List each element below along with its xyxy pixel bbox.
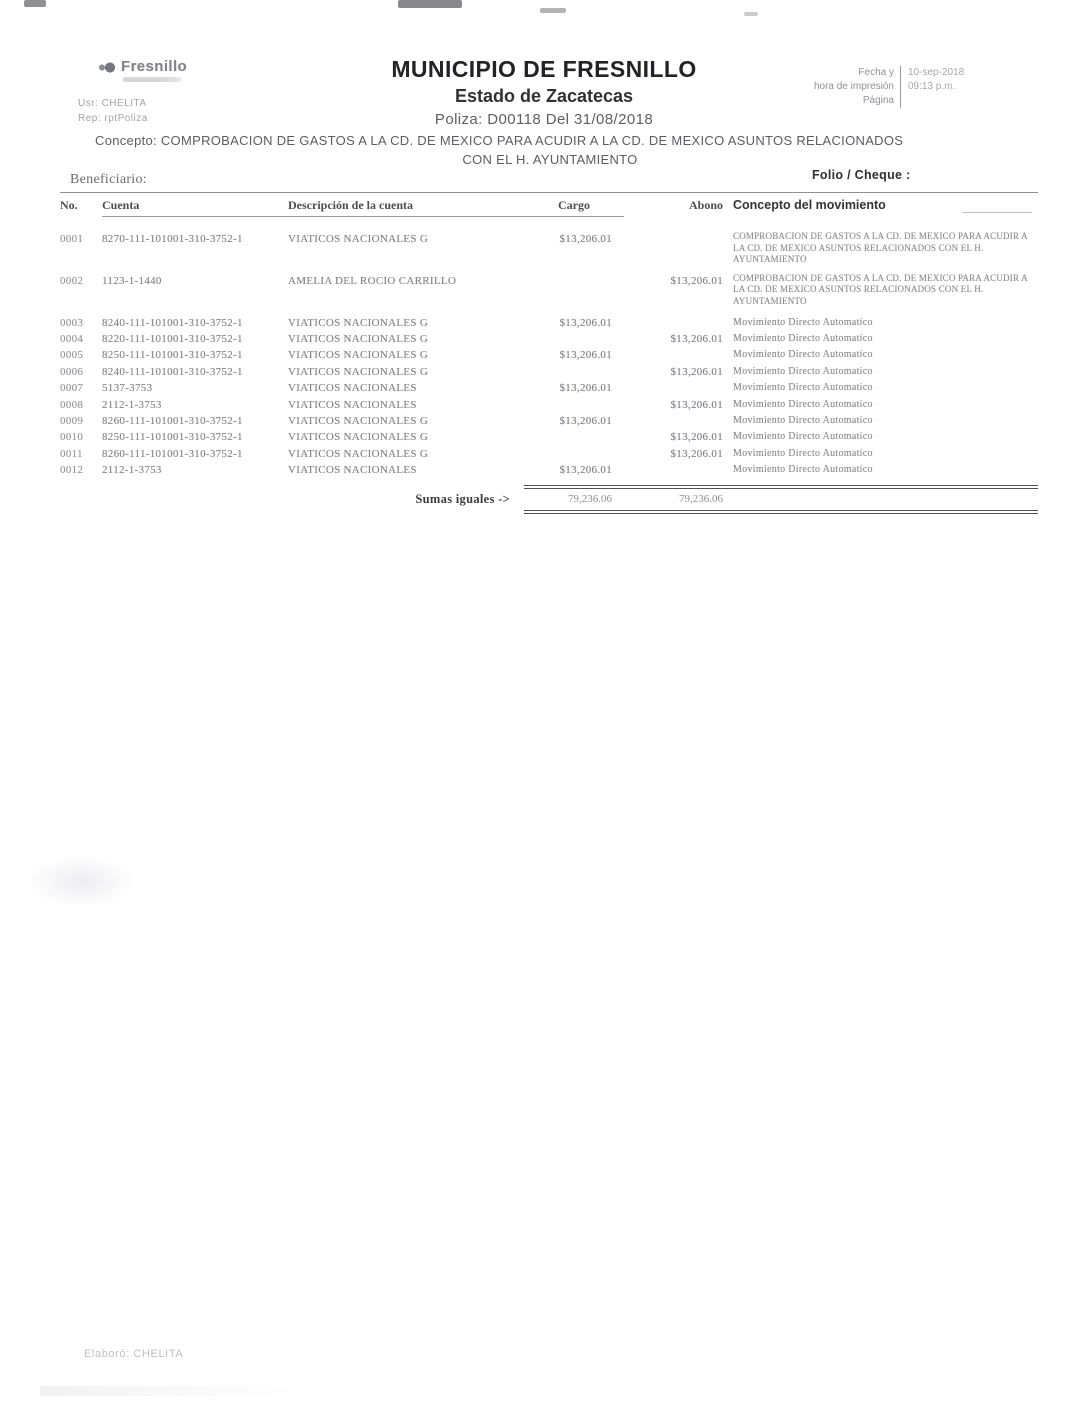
col-header-descripcion: Descripción de la cuenta <box>288 198 524 217</box>
table-row <box>60 331 1038 347</box>
concepto-block <box>95 132 1005 168</box>
cell-concepto-movimiento: Movimiento Directo Automatico <box>733 447 873 459</box>
cell-cargo <box>524 273 624 308</box>
cell-cargo: $13,206.01 <box>559 316 612 329</box>
cell-descripcion: VIATICOS NACIONALES <box>288 398 417 411</box>
print-info-values <box>900 66 970 108</box>
cell-abono <box>624 347 727 363</box>
cell-concepto-movimiento: Movimiento Directo Automatico <box>733 365 873 377</box>
report-line: Rep: rptPoliza <box>78 113 148 124</box>
cell-concepto-movimiento: Movimiento Directo Automatico <box>733 316 873 328</box>
cell-no: 0002 <box>60 274 84 287</box>
concepto-line1: Concepto: COMPROBACION DE GASTOS A LA CD. DE MEXICO PARA ACUDIR A LA CD. DE MEXICO ASUNTOS RELACIONADOS <box>95 133 904 148</box>
cell-abono <box>624 231 727 266</box>
total-cargo: 79,236.06 <box>568 492 612 505</box>
scan-artifact <box>24 0 46 7</box>
scan-artifact <box>540 8 566 13</box>
cell-descripcion: VIATICOS NACIONALES G <box>288 365 429 378</box>
cell-concepto-movimiento: Movimiento Directo Automatico <box>733 431 873 443</box>
cell-abono <box>624 413 727 429</box>
cell-cuenta: 8240-111-101001-310-3752-1 <box>102 365 243 378</box>
page-subtitle: Estado de Zacatecas <box>454 86 634 106</box>
poliza-line: Poliza: D00118 Del 31/08/2018 <box>434 111 654 128</box>
scan-smudge <box>26 856 136 908</box>
col-header-concepto-label: Concepto del movimiento <box>733 198 886 212</box>
table-row <box>60 462 1038 478</box>
table-row <box>60 273 1038 308</box>
table-row <box>60 364 1038 380</box>
cell-abono <box>624 315 727 331</box>
col-header-cargo: Cargo <box>524 198 624 217</box>
cell-descripcion: VIATICOS NACIONALES <box>288 464 417 477</box>
cell-concepto-movimiento: Movimiento Directo Automatico <box>733 332 873 344</box>
cell-abono: $13,206.01 <box>670 447 723 460</box>
col-header-cuenta: Cuenta <box>102 198 288 217</box>
fecha-label: Fecha y <box>858 67 894 78</box>
cell-cuenta: 8240-111-101001-310-3752-1 <box>102 316 243 329</box>
cell-no: 0001 <box>60 233 84 245</box>
cell-no: 0003 <box>60 316 84 329</box>
poliza-table <box>60 192 1038 514</box>
scan-artifact <box>744 12 758 16</box>
cell-concepto-movimiento: Movimiento Directo Automatico <box>733 349 873 361</box>
cell-abono: $13,206.01 <box>670 398 723 411</box>
table-row <box>60 446 1038 462</box>
folio-cheque-label: Folio / Cheque : <box>812 168 911 182</box>
cell-no: 0007 <box>60 382 84 395</box>
cell-cargo: $13,206.01 <box>559 382 612 395</box>
cell-cargo <box>524 364 624 380</box>
cell-no: 0008 <box>60 398 84 411</box>
cell-cuenta: 2112-1-3753 <box>102 464 162 477</box>
table-row <box>60 413 1038 429</box>
logo-name: Fresnillo <box>121 58 188 75</box>
table-row <box>60 397 1038 413</box>
cell-concepto-movimiento: COMPROBACION DE GASTOS A LA CD. DE MEXICO PARA ACUDIR A LA CD. DE MEXICO ASUNTOS RELACIONADOS CON EL H. AYUNTAMIENTO <box>733 231 1028 265</box>
cell-descripcion: VIATICOS NACIONALES G <box>288 349 429 362</box>
cell-cargo: $13,206.01 <box>559 233 612 245</box>
cell-cuenta: 8270-111-101001-310-3752-1 <box>102 233 243 245</box>
sums-label: Sumas iguales -> <box>415 491 510 506</box>
cell-descripcion: VIATICOS NACIONALES G <box>288 316 429 329</box>
hora-value: 09:13 p.m. <box>908 81 956 92</box>
cell-concepto-movimiento: COMPROBACION DE GASTOS A LA CD. DE MEXICO PARA ACUDIR A LA CD. DE MEXICO ASUNTOS RELACIONADOS CON EL H. AYUNTAMIENTO <box>733 272 1028 306</box>
cell-no: 0005 <box>60 349 84 362</box>
page-title: MUNICIPIO DE FRESNILLO <box>391 56 697 82</box>
cell-no: 0010 <box>60 431 84 444</box>
cell-cargo: $13,206.01 <box>559 464 612 477</box>
beneficiario-label: Beneficiario: <box>70 172 147 187</box>
cell-cuenta: 8220-111-101001-310-3752-1 <box>102 332 243 345</box>
cell-descripcion: VIATICOS NACIONALES G <box>288 431 429 444</box>
cell-cargo: $13,206.01 <box>559 415 612 427</box>
cell-no: 0004 <box>60 332 84 345</box>
cell-cuenta: 8260-111-101001-310-3752-1 <box>102 415 243 427</box>
scan-artifact <box>398 0 462 8</box>
col-header-no: No. <box>60 198 78 212</box>
cell-no: 0012 <box>60 464 84 477</box>
sums-totals <box>524 485 1038 514</box>
header-dash-mark <box>962 212 1032 213</box>
cell-cargo <box>524 446 624 462</box>
fecha-value: 10-sep-2018 <box>908 67 965 78</box>
cell-descripcion: AMELIA DEL ROCIO CARRILLO <box>288 274 457 287</box>
cell-cuenta: 8260-111-101001-310-3752-1 <box>102 447 243 460</box>
cell-concepto-movimiento: Movimiento Directo Automatico <box>733 415 873 426</box>
print-info-labels <box>814 66 900 108</box>
cell-abono <box>624 462 727 478</box>
sums-row <box>60 485 1038 514</box>
col-header-abono: Abono <box>688 198 723 212</box>
cell-descripcion: VIATICOS NACIONALES G <box>288 415 429 427</box>
cell-descripcion: VIATICOS NACIONALES G <box>288 332 429 345</box>
scan-smudge <box>40 1386 300 1396</box>
cell-abono: $13,206.01 <box>670 365 723 378</box>
cell-cargo: $13,206.01 <box>559 349 612 362</box>
print-info <box>814 66 970 108</box>
cell-concepto-movimiento: Movimiento Directo Automatico <box>733 464 873 476</box>
table-row <box>60 380 1038 396</box>
cell-cuenta: 5137-3753 <box>102 382 153 395</box>
cell-cuenta: 8250-111-101001-310-3752-1 <box>102 431 243 444</box>
table-row <box>60 231 1038 266</box>
cell-abono: $13,206.01 <box>670 332 723 345</box>
cell-descripcion: VIATICOS NACIONALES G <box>288 233 429 245</box>
cell-abono: $13,206.01 <box>670 274 723 287</box>
cell-abono: $13,206.01 <box>670 431 723 444</box>
cell-cuenta: 1123-1-1440 <box>102 274 162 287</box>
elaboro-footer: Elaboró: CHELITA <box>84 1348 184 1360</box>
cell-concepto-movimiento: Movimiento Directo Automatico <box>733 398 873 410</box>
user-line: Usr: CHELITA <box>78 98 147 109</box>
table-body <box>60 231 1038 479</box>
table-header-row <box>60 192 1038 219</box>
cell-no: 0006 <box>60 365 84 378</box>
cell-no: 0009 <box>60 415 84 427</box>
table-row <box>60 315 1038 331</box>
pagina-label: Página <box>862 95 894 106</box>
total-abono: 79,236.06 <box>679 492 723 505</box>
table-row <box>60 429 1038 445</box>
hora-label: hora de impresión <box>813 81 894 92</box>
col-header-concepto <box>727 198 1038 217</box>
cell-descripcion: VIATICOS NACIONALES G <box>288 447 429 460</box>
table-row <box>60 347 1038 363</box>
cell-abono <box>624 380 727 396</box>
cell-no: 0011 <box>60 447 83 460</box>
cell-cuenta: 2112-1-3753 <box>102 398 162 411</box>
cell-concepto-movimiento: Movimiento Directo Automatico <box>733 382 873 394</box>
cell-cuenta: 8250-111-101001-310-3752-1 <box>102 349 243 362</box>
cell-cargo <box>524 397 624 413</box>
cell-cargo <box>524 429 624 445</box>
concepto-line2: CON EL H. AYUNTAMIENTO <box>462 152 638 167</box>
cell-descripcion: VIATICOS NACIONALES <box>288 382 417 395</box>
cell-cargo <box>524 331 624 347</box>
